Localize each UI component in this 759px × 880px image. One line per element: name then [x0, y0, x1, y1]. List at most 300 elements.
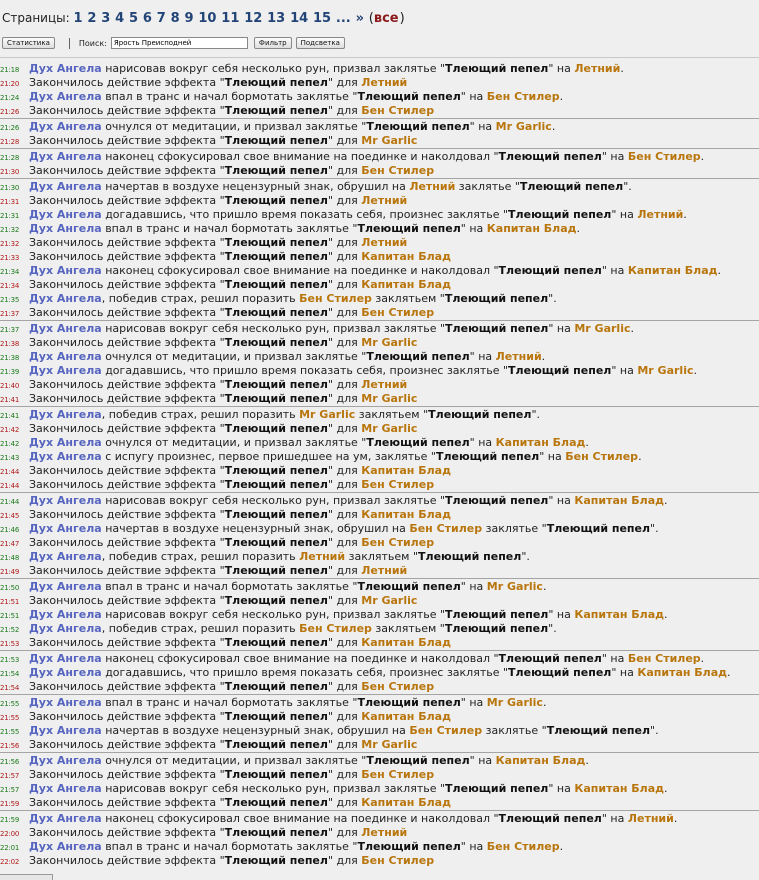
- log-timestamp: 21:49: [0, 568, 20, 576]
- log-timestamp: 21:28: [0, 154, 20, 162]
- log-timestamp: 21:53: [0, 656, 20, 664]
- log-timestamp: 21:55: [0, 714, 20, 722]
- log-timestamp: 21:57: [0, 786, 20, 794]
- log-timestamp: 21:32: [0, 226, 20, 234]
- log-text: " для: [327, 854, 362, 867]
- log-text: " на: [469, 754, 496, 767]
- log-line: [0, 622, 759, 636]
- spell-name: Тлеющий пепел: [508, 208, 612, 221]
- actor-name: Дух Ангела: [29, 450, 102, 463]
- spell-name: Тлеющий пепел: [498, 264, 602, 277]
- toolbar: [2, 36, 345, 50]
- log-text: наконец сфокусировал свое внимание на поединке и наколдовал ": [101, 652, 499, 665]
- log-line: [0, 120, 759, 134]
- log-line: [0, 450, 759, 464]
- log-line: [0, 782, 759, 796]
- log-text: .: [542, 696, 547, 709]
- log-line: [0, 768, 759, 782]
- log-text: Закончилось действие эффекта ": [29, 250, 225, 263]
- page-link[interactable]: 9: [184, 11, 194, 26]
- log-text: Закончилось действие эффекта ": [29, 76, 225, 89]
- spell-name: Тлеющий пепел: [224, 594, 328, 607]
- spell-name: Тлеющий пепел: [224, 564, 328, 577]
- spell-name: Тлеющий пепел: [224, 378, 328, 391]
- actor-name: Дух Ангела: [29, 580, 102, 593]
- page-link[interactable]: 5: [129, 11, 139, 26]
- actor-name: Дух Ангела: [29, 120, 102, 133]
- log-text: Закончилось действие эффекта ": [29, 336, 225, 349]
- log-text: .: [630, 322, 634, 335]
- log-text: " для: [327, 464, 362, 477]
- target-name: Бен Стилер: [361, 768, 435, 781]
- log-timestamp: 21:55: [0, 728, 20, 736]
- log-timestamp: 21:57: [0, 772, 20, 780]
- target-name: Бен Стилер: [361, 306, 435, 319]
- log-line: [0, 608, 759, 622]
- log-line: [0, 408, 759, 422]
- page-ellipsis-link[interactable]: ...: [335, 11, 351, 26]
- spell-name: Тлеющий пепел: [444, 622, 549, 635]
- log-timestamp: 21:56: [0, 742, 20, 750]
- log-text: , победив страх, решил поразить: [101, 550, 300, 563]
- log-text: заклятьем ": [345, 550, 419, 563]
- log-text: " на: [601, 812, 628, 825]
- log-text: с испугу произнес, первое пришедшее на ум, заклятье ": [101, 450, 436, 463]
- log-timestamp: 21:54: [0, 670, 20, 678]
- spell-name: Тлеющий пепел: [224, 422, 328, 435]
- page-link[interactable]: 1: [73, 11, 83, 26]
- log-text: догадавшись, что пришло время показать себя, произнес заклятье ": [101, 364, 509, 377]
- log-text: очнулся от медитации, и призвал заклятье ": [101, 350, 367, 363]
- log-line: [0, 180, 759, 194]
- log-text: нарисовав вокруг себя несколько рун, призвал заклятье ": [101, 782, 446, 795]
- page-link[interactable]: 7: [156, 11, 166, 26]
- all-paren-close: ): [399, 11, 405, 26]
- log-timestamp: 21:31: [0, 212, 20, 220]
- target-name: Mr Garlic: [361, 422, 418, 435]
- target-name: Бен Стилер: [361, 164, 435, 177]
- log-line: [0, 754, 759, 768]
- combat-log: [0, 62, 759, 868]
- log-timestamp: 21:18: [0, 66, 20, 74]
- actor-name: Дух Ангела: [29, 364, 102, 377]
- log-text: " для: [327, 164, 362, 177]
- log-text: Закончилось действие эффекта ": [29, 710, 225, 723]
- log-line: [0, 336, 759, 350]
- log-text: ".: [521, 550, 530, 563]
- page-link[interactable]: 14: [290, 11, 309, 26]
- log-text: догадавшись, что пришло время показать себя, произнес заклятье ": [101, 208, 509, 221]
- page-link[interactable]: 3: [101, 11, 111, 26]
- log-text: Закончилось действие эффекта ": [29, 378, 225, 391]
- log-text: " на: [548, 494, 575, 507]
- log-line: [0, 222, 759, 236]
- target-name: Mr Garlic: [299, 408, 356, 421]
- target-name: Капитан Блад: [495, 754, 586, 767]
- spell-name: Тлеющий пепел: [224, 680, 328, 693]
- log-text: Закончилось действие эффекта ": [29, 768, 225, 781]
- log-text: " для: [327, 378, 362, 391]
- log-timestamp: 21:33: [0, 254, 20, 262]
- target-name: Бен Стилер: [486, 90, 560, 103]
- target-name: Бен Стилер: [565, 450, 639, 463]
- log-text: ".: [548, 622, 557, 635]
- log-line: [0, 364, 759, 378]
- target-name: Летний: [627, 812, 674, 825]
- actor-name: Дух Ангела: [29, 666, 102, 679]
- spell-name: Тлеющий пепел: [519, 180, 624, 193]
- actor-name: Дух Ангела: [29, 550, 102, 563]
- log-text: .: [585, 436, 589, 449]
- spell-name: Тлеющий пепел: [224, 104, 328, 117]
- log-text: .: [727, 666, 731, 679]
- log-text: наконец сфокусировал свое внимание на поединке и наколдовал ": [101, 812, 499, 825]
- search-input[interactable]: [111, 37, 248, 49]
- log-line: [0, 76, 759, 90]
- log-timestamp: 21:51: [0, 598, 20, 606]
- log-timestamp: 22:00: [0, 830, 20, 838]
- log-text: Закончилось действие эффекта ": [29, 104, 225, 117]
- spell-name: Тлеющий пепел: [224, 710, 328, 723]
- log-line: [0, 738, 759, 753]
- log-text: " на: [460, 840, 487, 853]
- page-links: [74, 11, 336, 25]
- log-text: .: [559, 840, 564, 853]
- pagination-label: Страницы:: [2, 11, 70, 25]
- log-text: " для: [327, 392, 362, 405]
- page-link[interactable]: 8: [170, 11, 180, 26]
- log-line: [0, 436, 759, 450]
- page-link[interactable]: 6: [142, 11, 152, 26]
- target-name: Капитан Блад: [637, 666, 728, 679]
- log-text: нарисовав вокруг себя несколько рун, призвал заклятье ": [101, 608, 446, 621]
- log-text: " на: [611, 666, 638, 679]
- spell-name: Тлеющий пепел: [444, 292, 549, 305]
- target-name: Бен Стилер: [299, 622, 372, 635]
- target-name: Mr Garlic: [361, 738, 418, 751]
- log-text: " на: [601, 264, 628, 277]
- log-text: " на: [548, 608, 575, 621]
- actor-name: Дух Ангела: [29, 782, 102, 795]
- log-text: .: [620, 62, 624, 75]
- log-text: " для: [327, 738, 362, 751]
- log-text: очнулся от медитации, и призвал заклятье ": [101, 436, 367, 449]
- log-text: " для: [327, 680, 362, 693]
- bottom-tab: [0, 874, 53, 880]
- log-text: догадавшись, что пришло время показать себя, произнес заклятье ": [101, 666, 509, 679]
- log-line: [0, 508, 759, 522]
- target-name: Летний: [361, 236, 408, 249]
- target-name: Летний: [361, 378, 408, 391]
- log-text: .: [717, 264, 722, 277]
- log-text: Закончилось действие эффекта ": [29, 680, 225, 693]
- highlight-button[interactable]: Подсветка: [296, 37, 345, 49]
- log-timestamp: 21:38: [0, 340, 20, 348]
- log-text: .: [700, 150, 705, 163]
- actor-name: Дух Ангела: [29, 622, 102, 635]
- filter-button[interactable]: Фильтр: [254, 37, 292, 49]
- actor-name: Дух Ангела: [29, 222, 102, 235]
- page-link[interactable]: 15: [312, 11, 332, 26]
- log-timestamp: 21:30: [0, 168, 20, 176]
- log-text: " для: [327, 536, 362, 549]
- log-timestamp: 21:30: [0, 184, 20, 192]
- log-text: " на: [460, 90, 487, 103]
- log-text: " для: [327, 636, 362, 649]
- log-text: " для: [327, 250, 362, 263]
- target-name: Бен Стилер: [361, 680, 435, 693]
- log-text: .: [664, 608, 668, 621]
- log-text: .: [700, 652, 705, 665]
- log-text: " на: [460, 580, 487, 593]
- page-link[interactable]: 11: [221, 11, 240, 26]
- log-line: [0, 250, 759, 264]
- log-timestamp: 22:02: [0, 858, 20, 866]
- log-text: ".: [650, 522, 659, 535]
- statistics-button[interactable]: Статистика: [2, 37, 55, 49]
- log-text: Закончилось действие эффекта ": [29, 194, 225, 207]
- log-timestamp: 21:20: [0, 80, 20, 88]
- log-timestamp: 21:44: [0, 468, 20, 476]
- target-name: Бен Стилер: [409, 724, 483, 737]
- page-link[interactable]: 12: [244, 11, 263, 26]
- log-timestamp: 21:31: [0, 198, 20, 206]
- log-text: начертав в воздухе нецензурный знак, обрушил на: [101, 724, 410, 737]
- log-divider: [0, 57, 759, 58]
- target-name: Капитан Блад: [495, 436, 586, 449]
- log-text: " на: [601, 150, 628, 163]
- log-text: " на: [601, 652, 628, 665]
- log-text: , победив страх, решил поразить: [101, 622, 300, 635]
- log-line: [0, 150, 759, 164]
- log-text: Закончилось действие эффекта ": [29, 564, 225, 577]
- log-text: " для: [327, 768, 362, 781]
- target-name: Бен Стилер: [361, 104, 435, 117]
- all-paren-open: (: [368, 11, 374, 26]
- log-text: ".: [531, 408, 541, 421]
- log-text: " для: [327, 796, 362, 809]
- log-line: [0, 378, 759, 392]
- page-link[interactable]: 4: [115, 11, 125, 26]
- log-line: [0, 208, 759, 222]
- target-name: Бен Стилер: [361, 854, 435, 867]
- log-line: [0, 478, 759, 493]
- target-name: Капитан Блад: [361, 710, 451, 723]
- spell-name: Тлеющий пепел: [435, 450, 540, 463]
- log-line: [0, 724, 759, 738]
- log-text: " для: [327, 478, 362, 491]
- target-name: Бен Стилер: [361, 536, 435, 549]
- log-timestamp: 21:56: [0, 758, 20, 766]
- all-pages-link[interactable]: все: [373, 11, 399, 26]
- log-text: .: [541, 350, 546, 363]
- target-name: Капитан Блад: [361, 636, 451, 649]
- target-name: Бен Стилер: [486, 840, 560, 853]
- spell-name: Тлеющий пепел: [224, 392, 328, 405]
- log-line: [0, 580, 759, 594]
- log-timestamp: 21:50: [0, 584, 20, 592]
- target-name: Mr Garlic: [361, 392, 418, 405]
- log-text: .: [683, 208, 687, 221]
- log-timestamp: 22:01: [0, 844, 20, 852]
- spell-name: Тлеющий пепел: [498, 150, 602, 163]
- actor-name: Дух Ангела: [29, 608, 102, 621]
- log-text: впал в транс и начал бормотать заклятье ": [101, 840, 358, 853]
- page-link[interactable]: 2: [87, 11, 97, 26]
- log-text: ".: [650, 724, 659, 737]
- log-text: Закончилось действие эффекта ": [29, 636, 225, 649]
- log-text: впал в транс и начал бормотать заклятье ": [101, 222, 358, 235]
- log-text: начертав в воздухе нецензурный знак, обрушил на: [101, 180, 410, 193]
- page-link[interactable]: 10: [198, 11, 217, 26]
- log-timestamp: 21:46: [0, 526, 20, 534]
- log-text: Закончилось действие эффекта ": [29, 826, 225, 839]
- log-line: [0, 696, 759, 710]
- actor-name: Дух Ангела: [29, 840, 102, 853]
- target-name: Mr Garlic: [361, 336, 418, 349]
- search-label: Поиск:: [78, 38, 107, 48]
- log-text: .: [664, 494, 668, 507]
- log-line: [0, 854, 759, 868]
- spell-name: Тлеющий пепел: [445, 322, 549, 335]
- log-text: Закончилось действие эффекта ": [29, 464, 225, 477]
- log-text: ".: [623, 180, 632, 193]
- log-timestamp: 21:47: [0, 540, 20, 548]
- target-name: Капитан Блад: [361, 508, 451, 521]
- spell-name: Тлеющий пепел: [366, 436, 470, 449]
- actor-name: Дух Ангела: [29, 696, 102, 709]
- target-name: Mr Garlic: [574, 322, 631, 335]
- target-name: Капитан Блад: [574, 608, 665, 621]
- spell-name: Тлеющий пепел: [445, 62, 549, 75]
- log-line: [0, 550, 759, 564]
- target-name: Летний: [409, 180, 456, 193]
- target-name: Летний: [361, 826, 408, 839]
- log-timestamp: 21:51: [0, 612, 20, 620]
- spell-name: Тлеющий пепел: [224, 134, 328, 147]
- log-line: [0, 826, 759, 840]
- log-text: наконец сфокусировал свое внимание на поединке и наколдовал ": [101, 150, 499, 163]
- log-text: " для: [327, 134, 362, 147]
- log-timestamp: 21:37: [0, 310, 20, 318]
- log-timestamp: 21:41: [0, 412, 20, 420]
- log-line: [0, 322, 759, 336]
- log-timestamp: 21:53: [0, 640, 20, 648]
- log-text: " на: [469, 350, 496, 363]
- target-name: Летний: [637, 208, 684, 221]
- target-name: Mr Garlic: [495, 120, 552, 133]
- log-text: .: [638, 450, 642, 463]
- spell-name: Тлеющий пепел: [357, 90, 461, 103]
- log-timestamp: 21:54: [0, 684, 20, 692]
- pagination: [2, 9, 405, 28]
- actor-name: Дух Ангела: [29, 62, 102, 75]
- log-text: .: [664, 782, 668, 795]
- log-text: заклятьем ": [371, 292, 445, 305]
- log-line: [0, 306, 759, 321]
- target-name: Летний: [361, 564, 408, 577]
- log-timestamp: 21:34: [0, 268, 20, 276]
- log-text: впал в транс и начал бормотать заклятье ": [101, 580, 358, 593]
- spell-name: Тлеющий пепел: [357, 222, 461, 235]
- log-text: .: [693, 364, 697, 377]
- log-line: [0, 812, 759, 826]
- log-timestamp: 21:42: [0, 440, 20, 448]
- log-text: Закончилось действие эффекта ": [29, 536, 225, 549]
- target-name: Mr Garlic: [361, 594, 418, 607]
- log-text: впал в транс и начал бормотать заклятье ": [101, 696, 358, 709]
- target-name: Бен Стилер: [409, 522, 483, 535]
- log-line: [0, 104, 759, 119]
- log-text: очнулся от медитации, и призвал заклятье ": [101, 754, 367, 767]
- spell-name: Тлеющий пепел: [546, 522, 651, 535]
- spell-name: Тлеющий пепел: [224, 194, 328, 207]
- spell-name: Тлеющий пепел: [224, 536, 328, 549]
- log-text: Закончилось действие эффекта ": [29, 854, 225, 867]
- log-text: " для: [327, 76, 362, 89]
- log-text: " для: [327, 826, 362, 839]
- page-link[interactable]: 13: [267, 11, 286, 26]
- log-timestamp: 21:43: [0, 454, 20, 462]
- spell-name: Тлеющий пепел: [224, 636, 328, 649]
- log-text: Закончилось действие эффекта ": [29, 796, 225, 809]
- target-name: Капитан Блад: [361, 250, 451, 263]
- spell-name: Тлеющий пепел: [546, 724, 651, 737]
- spell-name: Тлеющий пепел: [224, 464, 328, 477]
- target-name: Бен Стилер: [299, 292, 372, 305]
- log-text: , победив страх, решил поразить: [101, 292, 300, 305]
- log-line: [0, 392, 759, 407]
- log-line: [0, 236, 759, 250]
- actor-name: Дух Ангела: [29, 90, 102, 103]
- spell-name: Тлеющий пепел: [508, 364, 612, 377]
- log-timestamp: 21:34: [0, 282, 20, 290]
- spell-name: Тлеющий пепел: [357, 696, 461, 709]
- log-line: [0, 464, 759, 478]
- log-text: наконец сфокусировал свое внимание на поединке и наколдовал ": [101, 264, 499, 277]
- log-line: [0, 564, 759, 579]
- log-text: .: [559, 90, 564, 103]
- target-name: Капитан Блад: [361, 796, 451, 809]
- log-line: [0, 90, 759, 104]
- actor-name: Дух Ангела: [29, 208, 102, 221]
- log-text: Закончилось действие эффекта ": [29, 164, 225, 177]
- target-name: Капитан Блад: [574, 782, 665, 795]
- log-timestamp: 21:42: [0, 426, 20, 434]
- log-text: " для: [327, 564, 362, 577]
- target-name: Mr Garlic: [361, 134, 418, 147]
- log-text: Закончилось действие эффекта ": [29, 594, 225, 607]
- log-text: заклятье ": [482, 724, 547, 737]
- log-line: [0, 292, 759, 306]
- spell-name: Тлеющий пепел: [498, 812, 602, 825]
- log-text: заклятье ": [455, 180, 520, 193]
- toolbar-divider: [69, 38, 70, 49]
- actor-name: Дух Ангела: [29, 408, 102, 421]
- spell-name: Тлеющий пепел: [224, 478, 328, 491]
- log-line: [0, 536, 759, 550]
- log-text: ".: [548, 292, 557, 305]
- next-page-link[interactable]: »: [355, 11, 364, 26]
- log-text: " для: [327, 306, 362, 319]
- spell-name: Тлеющий пепел: [428, 408, 532, 421]
- spell-name: Тлеющий пепел: [224, 854, 328, 867]
- log-timestamp: 21:59: [0, 800, 20, 808]
- log-line: [0, 710, 759, 724]
- log-text: .: [542, 580, 547, 593]
- log-text: " на: [469, 120, 496, 133]
- log-line: [0, 522, 759, 536]
